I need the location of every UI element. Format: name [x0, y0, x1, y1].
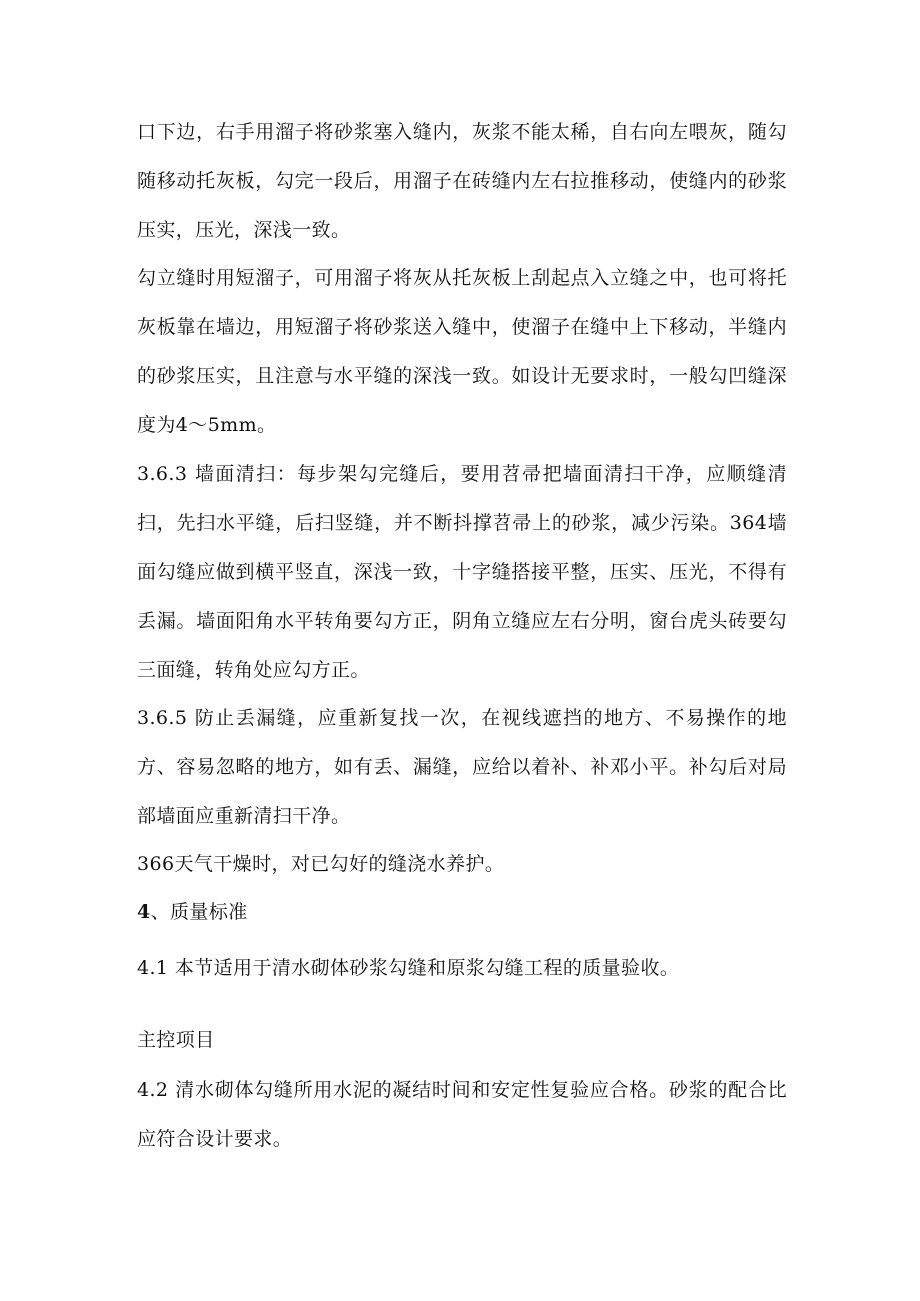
paragraph-3-6-6-curing: 366天气干燥时，对已勾好的缝浇水养护。	[137, 853, 505, 875]
paragraph-3-6-3-wall-cleaning: 3.6.3 墙面清扫：每步架勾完缝后，要用苕帚把墙面清扫干净，应顺缝清扫，先扫水平缝，后扫竖缝，并不断抖撑苕帚上的砂浆，减少污染。364墙面勾缝应做到横平竖直，深浅一致，十字缝搭接平整，压实、压光，不得有丢漏。墙面阳角水平转角要勾方正，阴角立缝应左右分明，窗台虎头砖要勾三面缝，转角处应勾方正。	[137, 463, 787, 681]
paragraph-4-2-cement-mortar: 4.2 清水砌体勾缝所用水泥的凝结时间和安定性复验应合格。砂浆的配合比应符合设计要求。	[137, 1079, 787, 1150]
heading-number: 4	[137, 901, 151, 923]
subheading-main-control-items: 主控项目	[137, 1029, 215, 1051]
paragraph-joint-filling: 口下边，右手用溜子将砂浆塞入缝内，灰浆不能太稀，自右向左喂灰，随勾随移动托灰板，勾完一段后，用溜子在砖缝内左右拉推移动，使缝内的砂浆压实，压光，深浅一致。	[137, 121, 787, 241]
paragraph-4-1-scope: 4.1 本节适用于清水砌体砂浆勾缝和原浆勾缝工程的质量验收。	[137, 957, 680, 979]
paragraph-vertical-joint: 勾立缝时用短溜子，可用溜子将灰从托灰板上刮起点入立缝之中，也可将托灰板靠在墙边，用短溜子将砂浆送入缝中，使溜子在缝中上下移动，半缝内的砂浆压实，且注意与水平缝的深浅一致。如设计无要求时，一般勾凹缝深度为4～5mm。	[137, 267, 787, 436]
section-heading-quality-standard	[137, 888, 787, 937]
paragraph-3-6-5-missing-joints: 3.6.5 防止丢漏缝，应重新复找一次，在视线遮挡的地方、不易操作的地方、容易忽略的地方，如有丢、漏缝，应给以着补、补邓小平。补勾后对局部墙面应重新清扫干净。	[137, 707, 787, 827]
heading-text: 、质量标准	[150, 901, 248, 923]
